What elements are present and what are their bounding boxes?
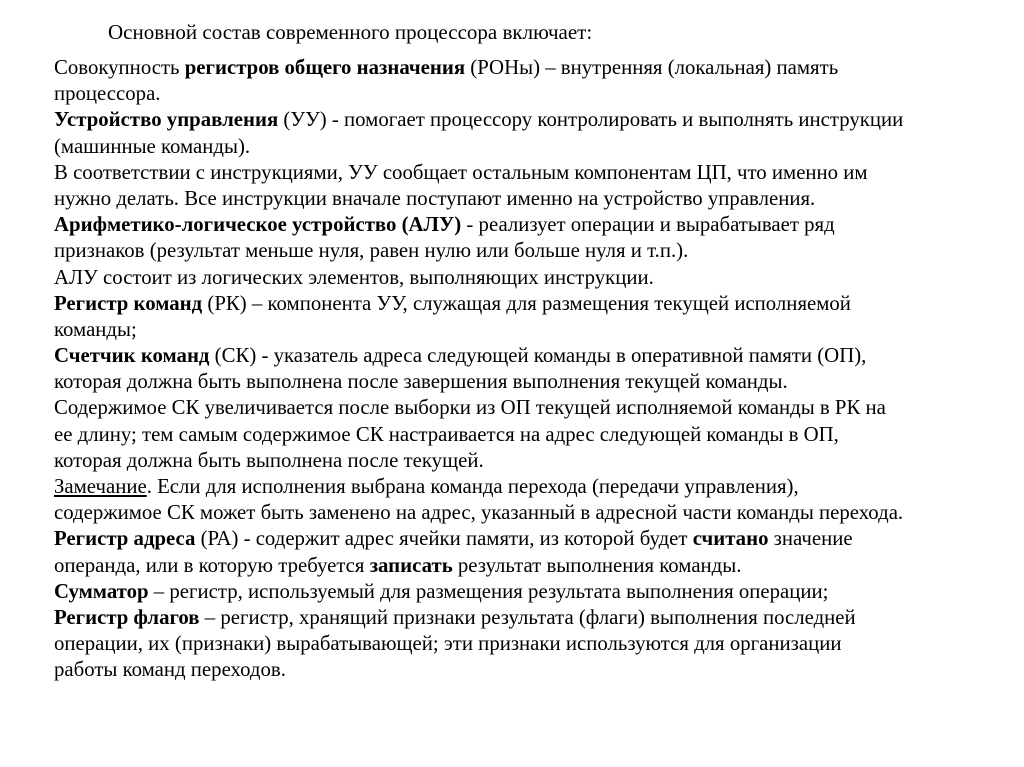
text-run: АЛУ состоит из логических элементов, выполняющих инструкции. [54, 265, 654, 289]
bold-term: Арифметико-логическое устройство (АЛУ) [54, 213, 462, 237]
bold-term: Регистр команд [54, 291, 203, 315]
text-line [54, 160, 1014, 186]
underlined-term: Замечание [54, 475, 147, 498]
bold-term: Сумматор [54, 579, 149, 603]
text-line [54, 134, 1014, 160]
text-line [54, 343, 1014, 369]
text-run: – регистр, хранящий признаки результата (флаги) выполнения последней [199, 605, 856, 629]
text-run: (СК) - указатель адреса следующей команды в оперативной памяти (ОП), [209, 344, 867, 368]
text-run: . Если для исполнения выбрана команда перехода (передачи управления), [146, 475, 799, 498]
text-run: которая должна быть выполнена после завершения выполнения текущей команды. [54, 370, 788, 394]
bold-term: Счетчик команд [54, 344, 210, 368]
text-run: - реализует операции и вырабатывает ряд [461, 213, 835, 237]
text-run: (РК) – компонента УУ, служащая для размещения текущей исполняемой [202, 291, 851, 315]
text-run: операции, их (признаки) вырабатывающей; эти признаки используются для организации [54, 632, 842, 656]
text-line [54, 448, 1014, 474]
text-line [54, 395, 1014, 421]
text-line [54, 238, 1014, 264]
text-run: Совокупность [54, 56, 185, 79]
text-run: признаков (результат меньше нуля, равен нулю или больше нуля и т.п.). [54, 239, 689, 263]
text-run: значение [768, 527, 853, 551]
text-run: нужно делать. Все инструкции вначале поступают именно на устройство управления. [54, 186, 816, 210]
bold-term: считано [692, 527, 769, 551]
text-run: ее длину; тем самым содержимое СК настраивается на адрес следующей команды в ОП, [54, 422, 839, 446]
text-run: – регистр, используемый для размещения результата выполнения операции; [148, 579, 829, 603]
text-line [54, 317, 1014, 343]
text-line [54, 526, 1014, 552]
text-run: процессора. [54, 82, 161, 106]
text-line [54, 422, 1014, 448]
text-line [54, 369, 1014, 395]
text-run: В соответствии с инструкциями, УУ сообщает остальным компонентам ЦП, что именно им [54, 160, 868, 184]
text-line [54, 605, 1014, 631]
text-line [54, 81, 1014, 107]
text-line [54, 631, 1014, 657]
slide-title: Основной состав современного процессора включает: [108, 20, 593, 44]
text-run: содержимое СК может быть заменено на адрес, указанный в адресной части команды перехода. [54, 501, 904, 525]
text-line [54, 265, 1014, 291]
text-run: (РОНы) – внутренняя (локальная) память [465, 56, 839, 79]
bold-term: регистров общего назначения [184, 56, 466, 79]
bold-term: записать [369, 553, 453, 577]
text-line [54, 500, 1014, 526]
text-line [54, 107, 1014, 133]
bold-term: Регистр флагов [54, 605, 200, 629]
slide-body-text [54, 55, 1014, 684]
text-line [54, 579, 1014, 605]
text-run: (РА) - содержит адрес ячейки памяти, из которой будет [195, 527, 693, 551]
bold-term: Регистр адреса [54, 527, 196, 551]
text-line [54, 474, 1014, 500]
text-run: Содержимое СК увеличивается после выборки из ОП текущей исполняемой команды в РК на [54, 396, 886, 420]
text-line [54, 291, 1014, 317]
text-run: которая должна быть выполнена после текущей. [54, 448, 484, 472]
bold-term: Устройство управления [54, 108, 279, 132]
text-line [54, 212, 1014, 238]
text-run: (машинные команды). [54, 134, 251, 158]
text-run: результат выполнения команды. [452, 553, 742, 577]
text-line [54, 553, 1014, 579]
text-line [54, 657, 1014, 683]
text-run: (УУ) - помогает процессору контролировать и выполнять инструкции [278, 108, 904, 132]
text-line [54, 55, 1014, 81]
text-run: команды; [54, 317, 137, 341]
text-run: операнда, или в которую требуется [54, 553, 370, 577]
text-line [54, 186, 1014, 212]
text-run: работы команд переходов. [54, 658, 286, 682]
